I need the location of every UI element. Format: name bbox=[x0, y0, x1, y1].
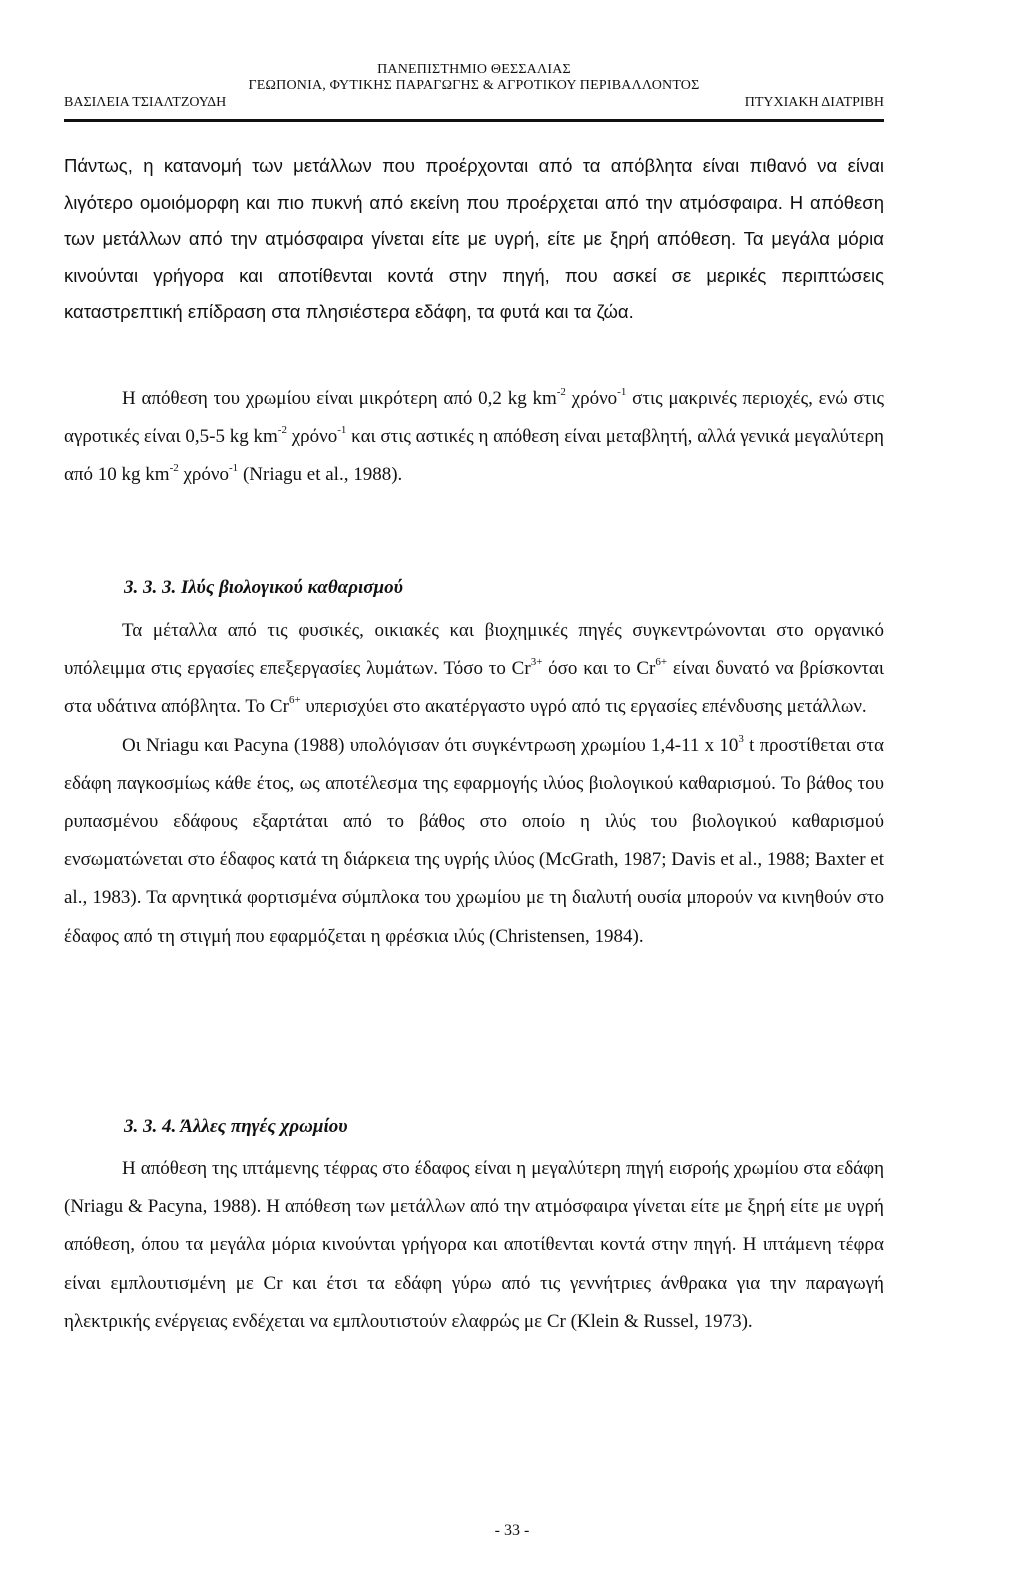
section-3-3-3-paragraph-1: Τα μέταλλα από τις φυσικές, οικιακές και βιοχημικές πηγές συγκεντρώνονται στο οργανικό υπόλειμμα στις εργασίες επεξεργασίες λυμάτων. Τόσο το $Cr^{3+}$ όσο και το $Cr^{6+}$ είναι δυνατό να βρίσκονται στα υδάτινα απόβλητα. Το $Cr^{6+}$ υπερισχύει στο ακατέργαστο υγρό από τις εργασίες επένδυσης μετάλλων. bbox=[64, 620, 884, 718]
section-3-3-3-paragraph-2: Οι Nriagu και Pacyna (1988) υπολόγισαν ότι συγκέντρωση χρωμίου 1,4-11 x $10^3$ t προστίθεται στα εδάφη παγκοσμίως κάθε έτος, ως αποτέλεσμα της εφαρμογής ιλύος βιολογικού καθαρισμού. Το βάθος του ρυπασμένου εδάφους εξαρτάται από το βάθος στο οποίο η ιλύς του βιολογικού καθαρισμού ενσωματώνεται στο έδαφος κατά τη διάρκεια της υγρής ιλύος (McGrath, 1987; Davis et al., 1988; Baxter et al., 1983). Τα αρνητικά φορτισμένα σύμπλοκα του χρωμίου με τη διαλυτή ουσία μπορούν να κινηθούν στο έδαφος από τη στιγμή που εφαρμόζεται η φρέσκια ιλύς (Christensen, 1984). bbox=[64, 732, 884, 947]
intro-paragraph-2-block bbox=[64, 380, 884, 495]
header-university: ΠΑΝΕΠΙΣΤΗΜΙΟ ΘΕΣΣΑΛΙΑΣ bbox=[377, 62, 571, 77]
intro-paragraph-2: Η απόθεση του χρωμίου είναι μικρότερη από 0,2 kg $km^{-2}$ χρόνο$^{-1}$ στις μακρινές περιοχές, ενώ στις αγροτικές είναι 0,5-5 kg $km^{-2}$ χρόνο$^{-1}$ και στις αστικές η απόθεση είναι μεταβλητή, αλλά γενικά μεγαλύτερη από 10 kg $km^{-2}$ χρόνο$^{-1}$ (Nriagu et al., 1988). bbox=[64, 386, 884, 486]
section-heading-3-3-4: 3. 3. 4. Άλλες πηγές χρωμίου bbox=[124, 1116, 348, 1137]
header-department: ΓΕΩΠΟΝΙΑ, ΦΥΤΙΚΗΣ ΠΑΡΑΓΩΓΗΣ & ΑΓΡΟΤΙΚΟΥ ΠΕΡΙΒΑΛΛΟΝΤΟΣ bbox=[248, 78, 700, 93]
section-heading-3-3-3: 3. 3. 3. Ιλύς βιολογικού καθαρισμού bbox=[124, 577, 403, 598]
header-rule bbox=[64, 119, 884, 122]
header-author: ΒΑΣΙΛΕΙΑ ΤΣΙΑΛΤΖΟΥΔΗ bbox=[64, 95, 227, 110]
intro-paragraph-1: Πάντως, η κατανομή των μετάλλων που προέρχονται από τα απόβλητα είναι πιθανό να είναι λιγότερο ομοιόμορφη και πιο πυκνή από εκείνη που προέρχεται από την ατμόσφαιρα. Η απόθεση των μετάλλων από την ατμόσφαιρα γίνεται είτε με υγρή, είτε με ξηρή απόθεση. Τα μεγάλα μόρια κινούνται γρήγορα και αποτίθενται κοντά στην πηγή, που ασκεί σε μερικές περιπτώσεις καταστρεπτική επίδραση στα πλησιέστερα εδάφη, τα φυτά και τα ζώα. bbox=[64, 155, 884, 322]
header-thesis-type: ΠΤΥΧΙΑΚΗ ΔΙΑΤΡΙΒΗ bbox=[744, 95, 884, 110]
section-3-3-4-body bbox=[64, 1150, 884, 1341]
page-number: - 33 - bbox=[494, 1522, 530, 1539]
intro-section bbox=[64, 148, 884, 331]
section-3-3-3-body bbox=[64, 612, 884, 956]
section-3-3-4-paragraph-1: Η απόθεση της ιπτάμενης τέφρας στο έδαφος είναι η μεγαλύτερη πηγή εισροής χρωμίου στα εδάφη (Nriagu & Pacyna, 1988). Η απόθεση των μετάλλων από την ατμόσφαιρα γίνεται είτε με ξηρή είτε με υγρή απόθεση, όπου τα μεγάλα μόρια κινούνται γρήγορα και αποτίθενται κοντά στην πηγή. Η ιπτάμενη τέφρα είναι εμπλουτισμένη με Cr και έτσι τα εδάφη γύρω από τις γεννήτριες άνθρακα για την παραγωγή ηλεκτρικής ενέργειας ενδέχεται να εμπλουτιστούν ελαφρώς με Cr (Klein & Russel, 1973). bbox=[64, 1158, 884, 1332]
